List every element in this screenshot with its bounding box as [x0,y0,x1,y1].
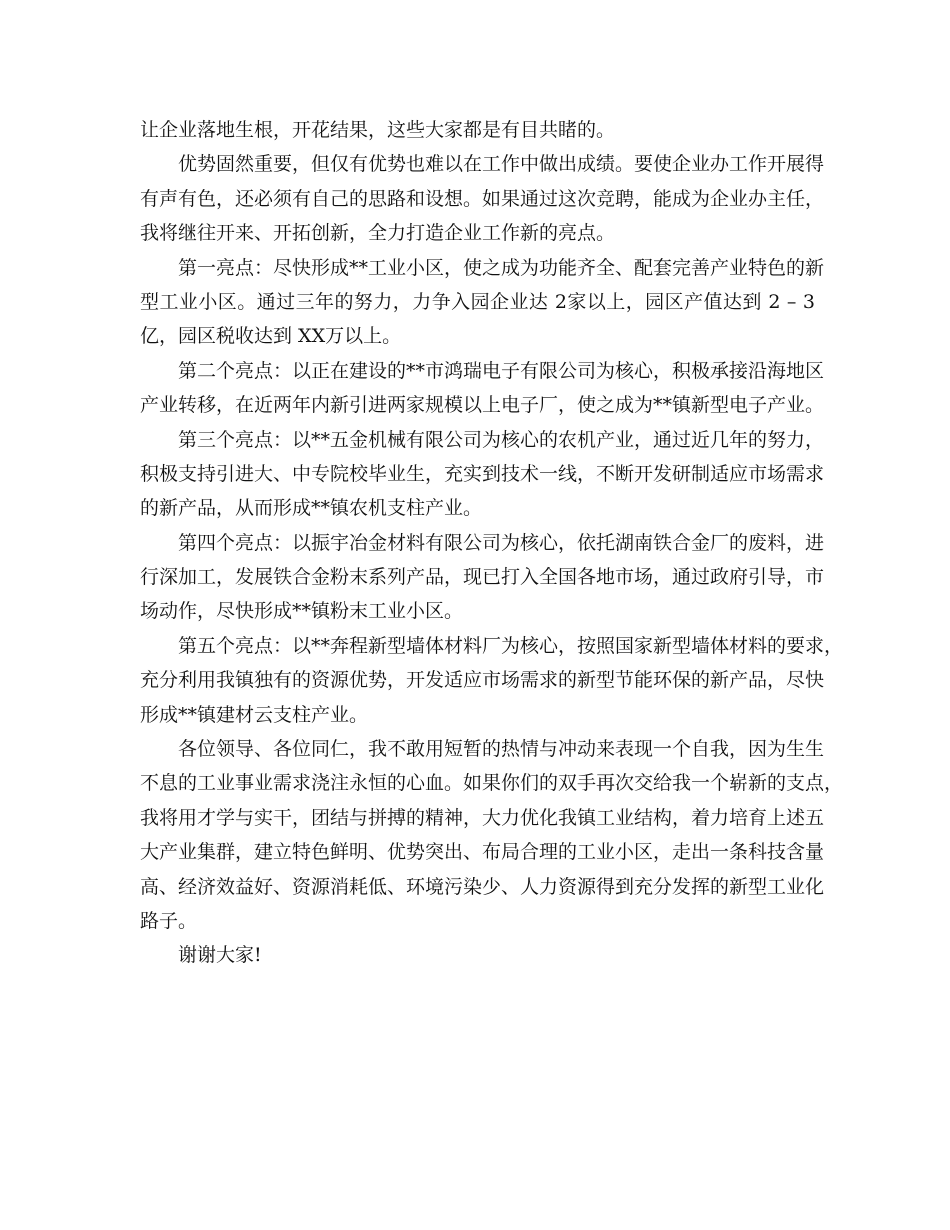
text-line: 谢谢大家! [178,944,262,967]
text-line: 让企业落地生根，开花结果，这些大家都是有目共睹的。 [140,119,616,141]
text-line: 第四个亮点：以振宇冶金材料有限公司为核心，依托湖南铁合金厂的废料，进 [178,531,825,554]
text-line: 第五个亮点：以**奔程新型墙体材料厂为核心，按照国家新型墙体材料的要求， [178,634,844,657]
document-page [140,113,844,973]
text-line: 积极支持引进大、中专院校毕业生，充实到技术一线，不断开发研制适应市场需求 [140,462,825,485]
text-line: 第三个亮点：以**五金机械有限公司为核心的农机产业，通过近几年的努力， [178,428,825,451]
text-line: 各位领导、各位同仁，我不敢用短暂的热情与冲动来表现一个自我，因为生生 [178,738,825,761]
text-line: 有声有色，还必须有自己的思路和设想。如果通过这次竞聘，能成为企业办主任， [140,187,825,210]
text-line: 我将用才学与实干，团结与拼搏的精神，大力优化我镇工业结构，着力培育上述五 [140,806,825,829]
text-line: 不息的工业事业需求浇注永恒的心血。如果你们的双手再次交给我一个崭新的支点， [140,772,844,795]
text-line: 产业转移，在近两年内新引进两家规模以上电子厂，使之成为**镇新型电子产业。 [140,394,825,417]
text-line: 形成**镇建材云支柱产业。 [140,703,369,726]
text-line: 亿，园区税收达到 XX万以上。 [140,325,402,348]
text-line: 场动作，尽快形成**镇粉末工业小区。 [140,600,464,623]
text-line: 充分利用我镇独有的资源优势，开发适应市场需求的新型节能环保的新产品，尽快 [140,669,825,692]
text-line: 路子。 [140,909,198,932]
text-line: 高、经济效益好、资源消耗低、环境污染少、人力资源得到充分发挥的新型工业化 [140,875,825,898]
text-line: 行深加工，发展铁合金粉末系列产品，现已打入全国各地市场，通过政府引导，市 [140,566,825,589]
text-line: 大产业集群，建立特色鲜明、优势突出、布局合理的工业小区，走出一条科技含量 [140,841,825,864]
text-line: 第一亮点：尽快形成**工业小区，使之成为功能齐全、配套完善产业特色的新 [178,256,825,279]
text-line: 我将继往开来、开拓创新，全力打造企业工作新的亮点。 [140,222,616,245]
text-line: 型工业小区。通过三年的努力，力争入园企业达 2家以上，园区产值达到 2 – 3 [140,290,815,313]
text-line: 第二个亮点：以正在建设的**市鸿瑞电子有限公司为核心，积极承接沿海地区 [178,359,825,382]
text-line: 优势固然重要，但仅有优势也难以在工作中做出成绩。要使企业办工作开展得 [178,153,825,176]
text-line: 的新产品，从而形成**镇农机支柱产业。 [140,497,483,520]
